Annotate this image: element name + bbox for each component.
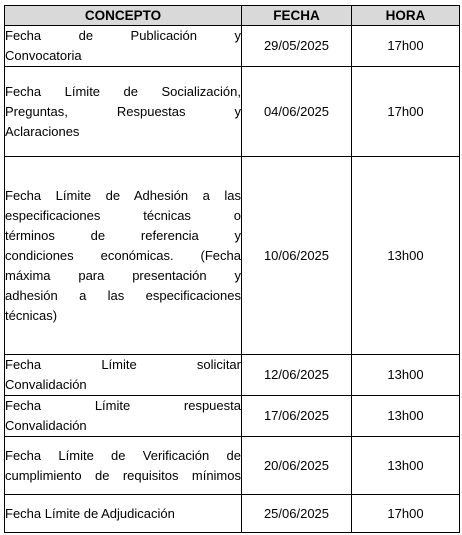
table-row: [5, 495, 460, 533]
concepto-line: Preguntas, Respuestas y: [5, 103, 241, 119]
concepto-line: Fecha Límite de Adjudicación: [5, 505, 175, 521]
table-row: [5, 67, 460, 157]
concepto-line: Aclaraciones: [5, 123, 80, 139]
header-hora: HORA: [352, 6, 460, 26]
concepto-cell: [5, 26, 242, 67]
concepto-cell: [5, 495, 242, 533]
table-row: [5, 26, 460, 67]
concepto-line: Convalidación: [5, 418, 87, 433]
concepto-line: Fecha Límite respuesta: [5, 398, 241, 413]
concepto-line: Fecha de Publicación y: [5, 28, 241, 43]
concepto-line: Fecha Límite de Verificación de: [5, 447, 241, 463]
fecha-cell: 29/05/2025: [242, 26, 352, 67]
table-row: [5, 396, 460, 437]
table-row: [5, 355, 460, 396]
hora-cell: 13h00: [352, 437, 460, 495]
concepto-cell: [5, 437, 242, 495]
concepto-line: Fecha Límite de Adhesión a las: [5, 187, 241, 203]
concepto-cell: [5, 67, 242, 157]
hora-cell: 17h00: [352, 26, 460, 67]
concepto-line: condiciones económicas. (Fecha: [5, 247, 241, 263]
hora-cell: 17h00: [352, 67, 460, 157]
hora-cell: 17h00: [352, 495, 460, 533]
fecha-cell: 20/06/2025: [242, 437, 352, 495]
fecha-cell: 25/06/2025: [242, 495, 352, 533]
header-fecha: FECHA: [242, 6, 352, 26]
concepto-line: Convalidación: [5, 377, 87, 392]
fecha-cell: 12/06/2025: [242, 355, 352, 396]
table-row: [5, 437, 460, 495]
concepto-line: adhesión a las especificaciones: [5, 287, 241, 303]
concepto-line: cumplimiento de requisitos mínimos: [5, 467, 241, 483]
concepto-cell: [5, 157, 242, 355]
hora-cell: 13h00: [352, 157, 460, 355]
concepto-line: especificaciones técnicas o: [5, 207, 241, 223]
concepto-cell: [5, 355, 242, 396]
fecha-cell: 04/06/2025: [242, 67, 352, 157]
concepto-line: Convocatoria: [5, 48, 82, 63]
table-row: [5, 157, 460, 355]
concepto-line: Fecha Límite solicitar: [5, 357, 241, 372]
concepto-line: técnicas): [5, 307, 58, 323]
fecha-cell: 17/06/2025: [242, 396, 352, 437]
header-concepto: CONCEPTO: [5, 6, 242, 26]
hora-cell: 13h00: [352, 396, 460, 437]
schedule-table: [4, 5, 460, 533]
fecha-cell: 10/06/2025: [242, 157, 352, 355]
concepto-line: términos de referencia y: [5, 227, 241, 243]
concepto-cell: [5, 396, 242, 437]
hora-cell: 13h00: [352, 355, 460, 396]
table-header-row: [5, 6, 460, 26]
concepto-line: Fecha Límite de Socialización,: [5, 83, 241, 99]
concepto-line: máxima para presentación y: [5, 267, 241, 283]
